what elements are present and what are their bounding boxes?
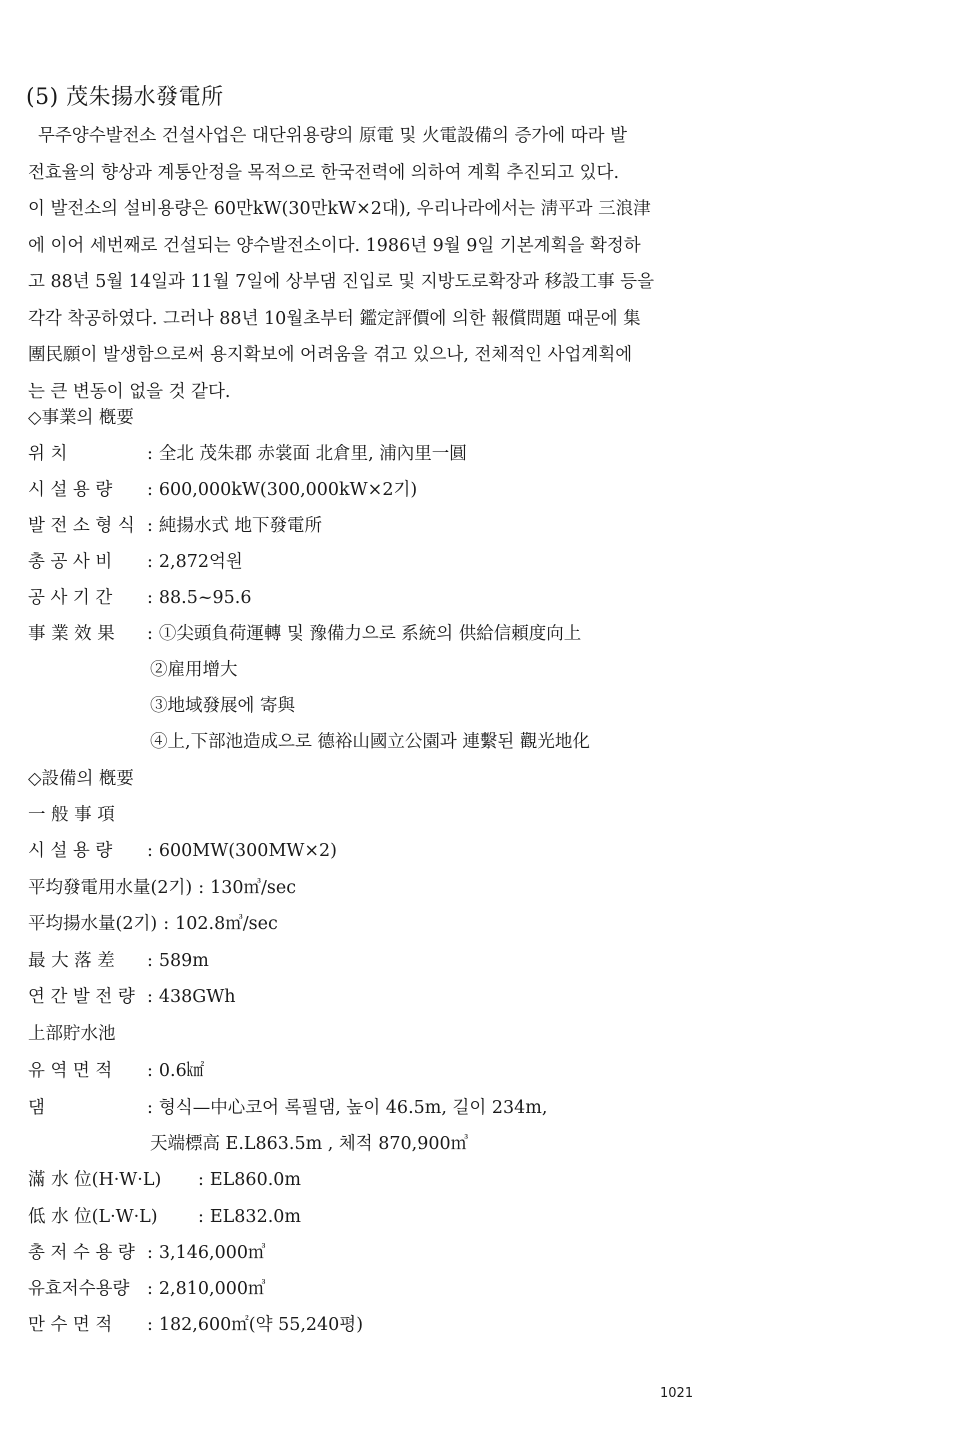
effect-item: ①尖頭負荷運轉 및 豫備力으로 系統의 供給信頼度向上 — [158, 624, 582, 644]
field-value: 2,872억원 — [158, 552, 243, 572]
field-value: 2,810,000㎥ — [158, 1279, 266, 1299]
section-heading: (5) 茂朱揚水發電所 — [26, 85, 224, 110]
field-label: 위 치 — [28, 444, 68, 464]
dam-row-continued: 天端標高 E.L863.5m , 체적 870,900㎥ — [150, 1134, 469, 1154]
field-value: 純揚水式 地下發電所 — [158, 516, 322, 536]
paragraph-line: 각각 착공하였다. 그러나 88년 10월초부터 鑑定評價에 의한 報償問題 때문에 集 — [28, 308, 641, 329]
field-value: EL860.0m — [209, 1170, 301, 1190]
paragraph-line: 에 이어 세번째로 건설되는 양수발전소이다. 1986년 9월 9일 기본계획을 확정하 — [28, 235, 641, 256]
facility-capacity-row: 시 설 용 량 : 600MW(300MW×2) — [28, 836, 337, 866]
effective-storage-row: 유효저수용량 : 2,810,000㎥ — [28, 1274, 265, 1304]
total-storage-row: 총 저 수 용 량 : 3,146,000㎥ — [28, 1238, 265, 1268]
project-capacity-row: 시 설 용 량 : 600,000kW(300,000kW×2기) — [28, 475, 417, 505]
dam-row: 댐 : 형식—中心코어 록필댐, 높이 46.5m, 길이 234m, — [28, 1093, 547, 1123]
paragraph-line: 전효율의 향상과 계통안정을 목적으로 한국전력에 의하여 계획 추진되고 있다. — [28, 162, 620, 183]
effect-item: ②雇用增大 — [150, 660, 238, 680]
field-value: 3,146,000㎥ — [158, 1243, 266, 1263]
field-value: 0.6㎢ — [158, 1061, 205, 1081]
annual-generation-row: 연 간 발 전 량 : 438GWh — [28, 982, 236, 1012]
field-label: 最 大 落 差 — [28, 951, 115, 971]
pumping-water-row: 平均揚水量(2기) : 102.8㎥/sec — [28, 909, 278, 939]
field-value: 600MW(300MW×2) — [158, 841, 337, 861]
project-location-row: 위 치 : 全北 茂朱郡 赤裳面 北倉里, 浦內里一圓 — [28, 439, 467, 469]
field-label: 시 설 용 량 — [28, 841, 113, 861]
paragraph-line: 團民願이 발생함으로써 용지확보에 어려움을 겪고 있으나, 전체적인 사업계획에 — [28, 345, 633, 365]
field-value: 600,000kW(300,000kW×2기) — [158, 480, 418, 500]
field-value: 102.8㎥/sec — [175, 914, 278, 934]
effect-item: ③地域發展에 寄與 — [150, 696, 295, 716]
field-value: 全北 茂朱郡 赤裳面 北倉里, 浦內里一圓 — [158, 444, 467, 464]
field-label: 平均揚水量(2기) — [28, 914, 158, 934]
page-number: 1021 — [660, 1386, 694, 1401]
field-label: 발 전 소 형 식 — [28, 516, 135, 536]
field-label: 댐 — [28, 1098, 45, 1118]
field-value: 438GWh — [158, 987, 236, 1007]
paragraph-line: 이 발전소의 설비용량은 60만kW(30만kW×2대), 우리나라에서는 淸平과 三浪津 — [28, 199, 651, 219]
high-water-level-row: 滿 水 位(H·W·L) : EL860.0m — [28, 1165, 301, 1195]
field-label: 低 水 位(L·W·L) — [28, 1207, 158, 1227]
field-label: 事 業 效 果 — [28, 624, 115, 644]
project-cost-row: 총 공 사 비 : 2,872억원 — [28, 547, 243, 577]
basin-area-row: 유 역 면 적 : 0.6㎢ — [28, 1056, 204, 1086]
field-label: 만 수 면 적 — [28, 1315, 113, 1335]
field-value: 88.5~95.6 — [158, 588, 252, 608]
field-value: 589m — [158, 951, 209, 971]
paragraph-line: 무주양수발전소 건설사업은 대단위용량의 原電 및 火電設備의 증가에 따라 발 — [38, 126, 628, 146]
field-value: 형식—中心코어 록필댐, 높이 46.5m, 길이 234m, — [158, 1098, 548, 1118]
low-water-level-row: 低 水 位(L·W·L) : EL832.0m — [28, 1202, 301, 1232]
generation-water-row: 平均發電用水量(2기) : 130㎥/sec — [28, 873, 296, 903]
field-label: 유 역 면 적 — [28, 1061, 113, 1081]
field-label: 총 저 수 용 량 — [28, 1243, 135, 1263]
field-label: 공 사 기 간 — [28, 588, 113, 608]
full-water-area-row: 만 수 면 적 : 182,600㎡(약 55,240평) — [28, 1310, 363, 1340]
paragraph-line: 고 88년 5월 14일과 11월 7일에 상부댐 진입로 및 지방도로확장과 移設工事 등을 — [28, 272, 654, 292]
max-head-row: 最 大 落 差 : 589m — [28, 946, 209, 976]
facility-overview-title: ◇設備의 槪要 — [28, 769, 134, 789]
field-label: 滿 水 位(H·W·L) — [28, 1170, 162, 1190]
field-value: 182,600㎡(약 55,240평) — [158, 1315, 364, 1335]
project-overview-title: ◇事業의 槪要 — [28, 408, 134, 428]
paragraph-line: 는 큰 변동이 없을 것 같다. — [28, 381, 231, 402]
field-label: 시 설 용 량 — [28, 480, 113, 500]
field-value: 130㎥/sec — [210, 878, 297, 898]
intro-paragraph — [28, 118, 696, 410]
upper-reservoir-title: 上部貯水池 — [28, 1024, 116, 1044]
field-value: EL832.0m — [209, 1207, 301, 1227]
project-type-row: 발 전 소 형 식 : 純揚水式 地下發電所 — [28, 511, 322, 541]
field-label: 유효저수용량 — [28, 1279, 130, 1299]
project-effects-row: 事 業 效 果 : ①尖頭負荷運轉 및 豫備力으로 系統의 供給信頼度向上 — [28, 619, 581, 649]
project-period-row: 공 사 기 간 : 88.5~95.6 — [28, 583, 252, 613]
field-label: 연 간 발 전 량 — [28, 987, 135, 1007]
field-label: 平均發電用水量(2기) — [28, 878, 193, 898]
field-label: 총 공 사 비 — [28, 552, 113, 572]
effect-item: ④上,下部池造成으로 德裕山國立公園과 連繫된 觀光地化 — [150, 732, 590, 752]
general-items-title: 一 般 事 項 — [28, 805, 115, 825]
